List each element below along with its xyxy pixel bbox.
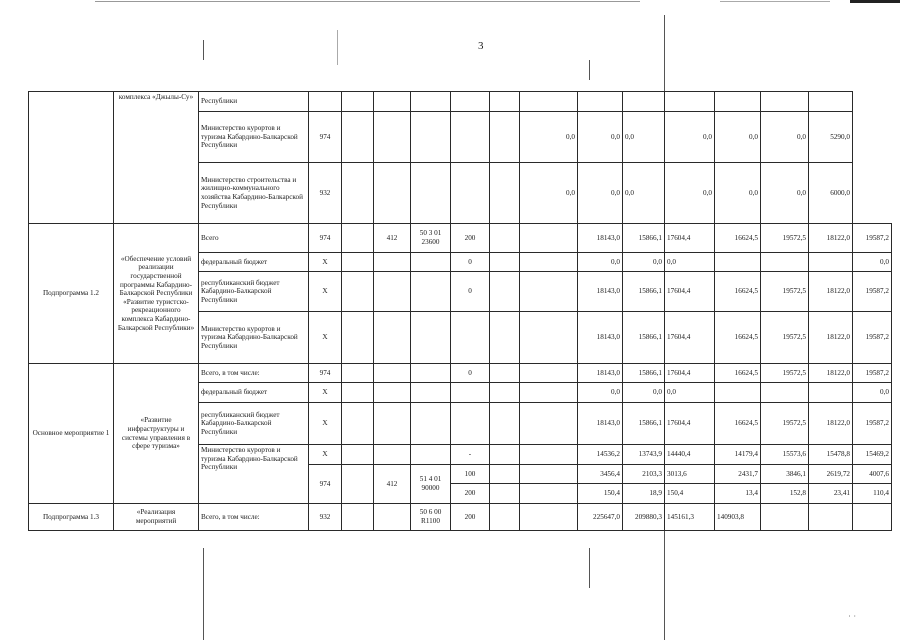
grbs-cell: 974 bbox=[309, 364, 342, 383]
value-cell: 0,0 bbox=[623, 112, 665, 163]
scan-line bbox=[337, 30, 338, 65]
value-cell: 6000,0 bbox=[809, 163, 853, 224]
value-cell: 14440,4 bbox=[665, 445, 715, 465]
value-cell: 0,0 bbox=[578, 253, 623, 272]
vr-cell: 200 bbox=[451, 504, 490, 531]
value-cell: 17604,4 bbox=[665, 272, 715, 312]
grbs-cell: 974 bbox=[309, 224, 342, 253]
subprogram-name: «Реализация мероприятий bbox=[114, 504, 199, 531]
page-number: 3 bbox=[478, 40, 484, 52]
value-cell: 18122,0 bbox=[809, 312, 853, 364]
rzpr-cell: 412 bbox=[374, 224, 411, 253]
value-cell: 0,0 bbox=[853, 253, 892, 272]
value-cell: 13743,9 bbox=[623, 445, 665, 465]
executor-cell: Всего, в том числе: bbox=[199, 364, 309, 383]
scan-line bbox=[589, 548, 590, 588]
vr-cell: 200 bbox=[451, 484, 490, 504]
value-cell: 18143,0 bbox=[578, 312, 623, 364]
value-cell: 18122,0 bbox=[809, 272, 853, 312]
value-cell: 225647,0 bbox=[578, 504, 623, 531]
table-row bbox=[29, 504, 892, 531]
value-cell: 18143,0 bbox=[578, 272, 623, 312]
value-cell: 150,4 bbox=[578, 484, 623, 504]
value-cell: 2103,3 bbox=[623, 465, 665, 484]
value-cell: 16624,5 bbox=[715, 272, 761, 312]
value-cell: 4007,6 bbox=[853, 465, 892, 484]
executor-cell: Министерство курортов и туризма Кабардино-Балкарской Республики bbox=[199, 112, 309, 163]
value-cell: 19572,5 bbox=[761, 224, 809, 253]
scan-line bbox=[203, 40, 204, 60]
value-cell: 209880,3 bbox=[623, 504, 665, 531]
value-cell: 0,0 bbox=[520, 163, 578, 224]
value-cell: 19587,2 bbox=[853, 364, 892, 383]
value-cell: 152,8 bbox=[761, 484, 809, 504]
value-cell: 18122,0 bbox=[809, 364, 853, 383]
value-cell: 15866,1 bbox=[623, 224, 665, 253]
event-name: «Развитие инфраструктуры и системы управления в сфере туризма» bbox=[114, 364, 199, 504]
value-cell: 0,0 bbox=[665, 163, 715, 224]
grbs-cell: X bbox=[309, 272, 342, 312]
value-cell: 0,0 bbox=[665, 383, 715, 403]
value-cell: 14179,4 bbox=[715, 445, 761, 465]
value-cell: 18143,0 bbox=[578, 224, 623, 253]
value-cell: 2431,7 bbox=[715, 465, 761, 484]
grbs-cell: X bbox=[309, 445, 342, 465]
value-cell: 0,0 bbox=[853, 383, 892, 403]
table-row bbox=[29, 224, 892, 253]
value-cell: 0,0 bbox=[715, 112, 761, 163]
value-cell: 0,0 bbox=[665, 112, 715, 163]
vr-cell: 200 bbox=[451, 224, 490, 253]
value-cell: 18,9 bbox=[623, 484, 665, 504]
value-cell: 3013,6 bbox=[665, 465, 715, 484]
value-cell: 16624,5 bbox=[715, 312, 761, 364]
value-cell: 14536,2 bbox=[578, 445, 623, 465]
value-cell: 19572,5 bbox=[761, 364, 809, 383]
value-cell: 15866,1 bbox=[623, 272, 665, 312]
value-cell: 18122,0 bbox=[809, 224, 853, 253]
executor-cell: Министерство курортов и туризма Кабардино-Балкарской Республики bbox=[199, 445, 309, 504]
grbs-cell: X bbox=[309, 383, 342, 403]
value-cell: 3846,1 bbox=[761, 465, 809, 484]
value-cell: 15469,2 bbox=[853, 445, 892, 465]
value-cell: 110,4 bbox=[853, 484, 892, 504]
subprogram-label: Подпрограмма 1.3 bbox=[29, 504, 114, 531]
value-cell: 17604,4 bbox=[665, 312, 715, 364]
value-cell: 0,0 bbox=[623, 383, 665, 403]
grbs-cell: X bbox=[309, 403, 342, 445]
value-cell: 17604,4 bbox=[665, 364, 715, 383]
value-cell: 3456,4 bbox=[578, 465, 623, 484]
vr-cell: 100 bbox=[451, 465, 490, 484]
value-cell: 0,0 bbox=[761, 163, 809, 224]
vr-cell: - bbox=[451, 445, 490, 465]
csr-cell: 50 3 01 23600 bbox=[411, 224, 451, 253]
grbs-cell: 974 bbox=[309, 465, 342, 504]
subprogram-name: «Обеспечение условий реализации государственной программы Кабардино-Балкарской Республики «Развитие туристско-рекреационного комплекса Кабардино-Балкарской Республики» bbox=[114, 224, 199, 364]
csr-cell: 50 6 00 R1100 bbox=[411, 504, 451, 531]
program-name-cell: комплекса «Джылы-Су» bbox=[114, 92, 199, 224]
value-cell: 17604,4 bbox=[665, 224, 715, 253]
value-cell: 15866,1 bbox=[623, 403, 665, 445]
scan-top-line-right bbox=[720, 1, 830, 2]
value-cell: 0,0 bbox=[761, 112, 809, 163]
executor-cell: Министерство курортов и туризма Кабардино-Балкарской Республики bbox=[199, 312, 309, 364]
value-cell: 0,0 bbox=[578, 383, 623, 403]
value-cell: 18143,0 bbox=[578, 403, 623, 445]
executor-cell: федеральный бюджет bbox=[199, 383, 309, 403]
value-cell: 2619,72 bbox=[809, 465, 853, 484]
executor-cell: Всего, в том числе: bbox=[199, 504, 309, 531]
executor-cell: республиканский бюджет Кабардино-Балкарской Республики bbox=[199, 272, 309, 312]
scan-corner-mark bbox=[850, 0, 900, 3]
grbs-cell: 974 bbox=[309, 112, 342, 163]
table-row bbox=[29, 92, 892, 112]
table-row bbox=[29, 364, 892, 383]
subprogram-label: Подпрограмма 1.2 bbox=[29, 224, 114, 364]
event-label: Основное мероприятие 1 bbox=[29, 364, 114, 504]
value-cell: 140903,8 bbox=[715, 504, 761, 531]
program-label-cell bbox=[29, 92, 114, 224]
value-cell: 15866,1 bbox=[623, 364, 665, 383]
value-cell: 145161,3 bbox=[665, 504, 715, 531]
value-cell: 0,0 bbox=[623, 253, 665, 272]
value-cell: 0,0 bbox=[715, 163, 761, 224]
value-cell: 0,0 bbox=[578, 163, 623, 224]
scan-line bbox=[203, 548, 204, 640]
value-cell: 23,41 bbox=[809, 484, 853, 504]
value-cell: 18122,0 bbox=[809, 403, 853, 445]
grbs-cell: 932 bbox=[309, 504, 342, 531]
executor-cell: Всего bbox=[199, 224, 309, 253]
grbs-cell: 932 bbox=[309, 163, 342, 224]
value-cell: 19587,2 bbox=[853, 272, 892, 312]
budget-table bbox=[28, 91, 892, 531]
value-cell: 19587,2 bbox=[853, 312, 892, 364]
vr-cell: 0 bbox=[451, 253, 490, 272]
value-cell: 150,4 bbox=[665, 484, 715, 504]
value-cell: 0,0 bbox=[520, 112, 578, 163]
scan-speck: ˙ ˙ bbox=[848, 614, 857, 624]
value-cell: 15866,1 bbox=[623, 312, 665, 364]
scan-top-line bbox=[95, 1, 640, 2]
executor-cell: федеральный бюджет bbox=[199, 253, 309, 272]
value-cell: 17604,4 bbox=[665, 403, 715, 445]
vr-cell: 0 bbox=[451, 364, 490, 383]
executor-cell: республиканский бюджет Кабардино-Балкарской Республики bbox=[199, 403, 309, 445]
executor-cell: Министерство строительства и жилищно-коммунального хозяйства Кабардино-Балкарской Республики bbox=[199, 163, 309, 224]
value-cell: 5290,0 bbox=[809, 112, 853, 163]
value-cell: 0,0 bbox=[578, 112, 623, 163]
value-cell: 16624,5 bbox=[715, 224, 761, 253]
value-cell: 19587,2 bbox=[853, 403, 892, 445]
grbs-cell: X bbox=[309, 312, 342, 364]
csr-cell: 51 4 01 90000 bbox=[411, 465, 451, 504]
scan-line bbox=[589, 60, 590, 80]
grbs-cell: X bbox=[309, 253, 342, 272]
value-cell: 18143,0 bbox=[578, 364, 623, 383]
value-cell: 19572,5 bbox=[761, 403, 809, 445]
value-cell: 19572,5 bbox=[761, 312, 809, 364]
value-cell: 19572,5 bbox=[761, 272, 809, 312]
value-cell: 19587,2 bbox=[853, 224, 892, 253]
value-cell: 15573,6 bbox=[761, 445, 809, 465]
value-cell: 0,0 bbox=[665, 253, 715, 272]
value-cell: 15478,8 bbox=[809, 445, 853, 465]
executor-cell: Республики bbox=[199, 92, 309, 112]
value-cell: 16624,5 bbox=[715, 364, 761, 383]
value-cell: 16624,5 bbox=[715, 403, 761, 445]
value-cell: 0,0 bbox=[623, 163, 665, 224]
value-cell: 13,4 bbox=[715, 484, 761, 504]
rzpr-cell: 412 bbox=[374, 465, 411, 504]
vr-cell: 0 bbox=[451, 272, 490, 312]
